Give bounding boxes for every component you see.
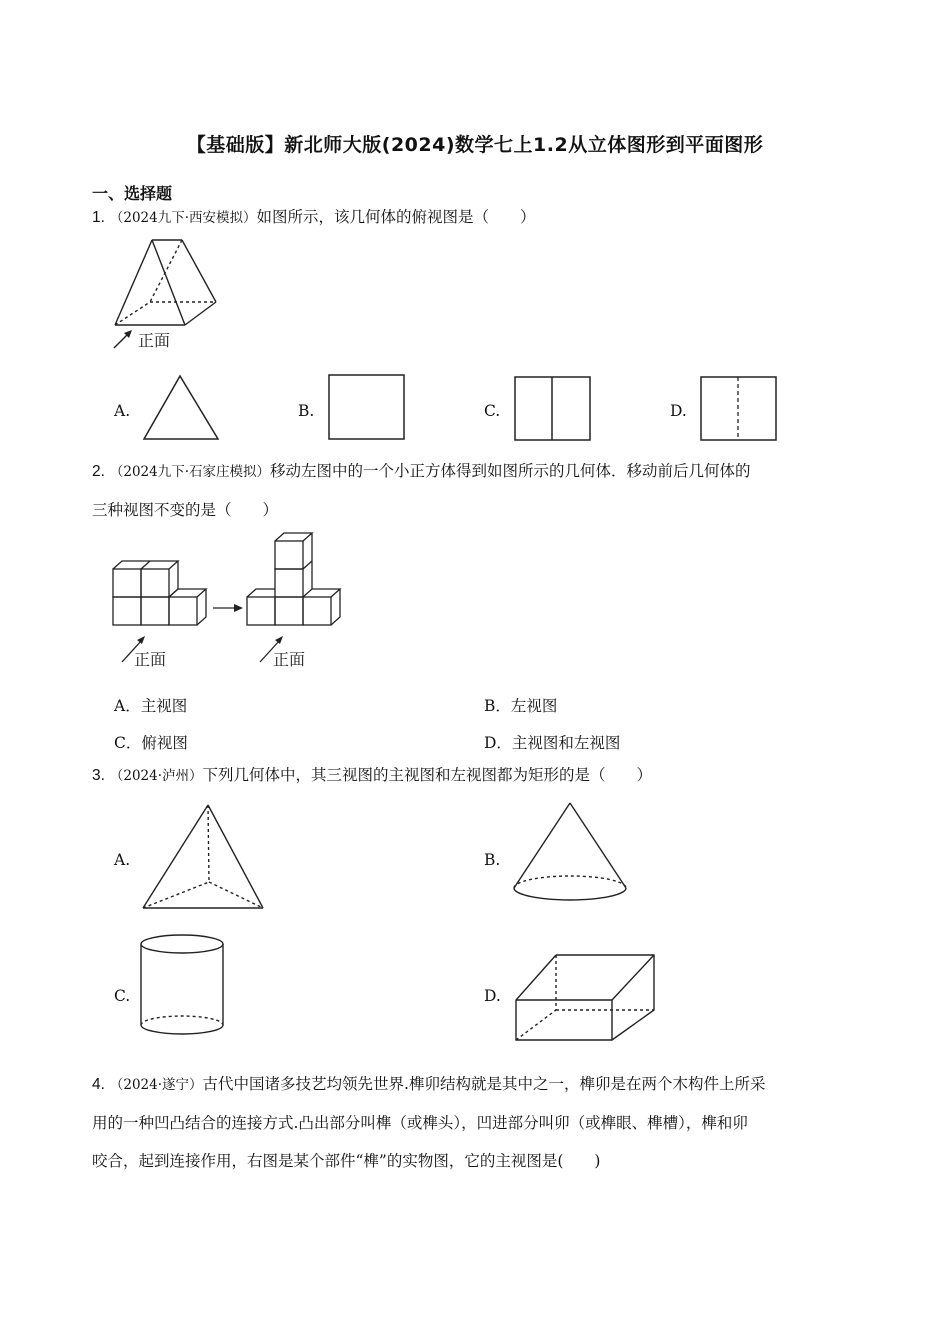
question-text: 古代中国诸多技艺均领先世界.榫卯结构就是其中之一，榫卯是在两个木构件上所采 <box>202 1075 766 1093</box>
question-source: （2024·泸州） <box>109 768 203 784</box>
question-text-cont: 用的一种凹凸结合的连接方式.凸出部分叫榫（或榫头），凹进部分叫卯（或榫眼、榫槽），榫和卯 <box>92 1114 748 1132</box>
question-text: 如图所示，该几何体的俯视图是（ ） <box>256 208 536 226</box>
front-label-right: 正面 <box>273 650 306 669</box>
question-text: 移动左图中的一个小正方体得到如图所示的几何体．移动前后几何体的 <box>270 462 751 480</box>
q2-option-c: C．俯视图 <box>114 734 188 752</box>
question-number: 1. <box>92 209 105 226</box>
q1-option-d-label: D. <box>670 402 687 420</box>
question-3 <box>92 756 652 795</box>
q3-option-a-pyramid <box>140 802 270 914</box>
front-label-left: 正面 <box>134 650 167 669</box>
q1-option-c-label: C. <box>484 402 501 420</box>
q2-option-a: A．主视图 <box>114 697 188 715</box>
question-number: 4. <box>92 1076 105 1093</box>
page-title: 【基础版】新北师大版(2024)数学七上1.2从立体图形到平面图形 <box>186 134 764 156</box>
question-source: （2024九下·西安模拟） <box>109 210 257 226</box>
q3-option-b-label: B. <box>484 851 501 869</box>
q2-option-b: B．左视图 <box>484 697 558 715</box>
q3-option-a-label: A. <box>114 851 131 869</box>
q1-option-b-rectangle <box>328 374 408 442</box>
front-label: 正面 <box>138 331 171 350</box>
section-heading: 一、选择题 <box>92 184 173 203</box>
question-text: 下列几何体中，其三视图的主视图和左视图都为矩形的是（ ） <box>202 766 653 784</box>
q2-option-d: D．主视图和左视图 <box>484 734 621 752</box>
q1-option-c-rectangle-solid-line <box>514 376 594 444</box>
q1-option-d-rectangle-dashed-line <box>700 376 780 444</box>
q2-cubes-figure <box>110 528 360 673</box>
q1-option-a-triangle <box>142 373 222 443</box>
question-1 <box>92 198 536 237</box>
question-source: （2024·遂宁） <box>109 1077 203 1093</box>
question-text-cont: 咬合，起到连接作用，右图是某个部件“榫”的实物图，它的主视图是( ) <box>92 1152 601 1170</box>
q3-option-d-label: D. <box>484 987 501 1005</box>
question-text-cont: 三种视图不变的是（ ） <box>92 501 279 519</box>
q3-option-c-cylinder <box>138 932 238 1047</box>
question-number: 2. <box>92 463 105 480</box>
question-4 <box>92 1065 862 1180</box>
q3-option-c-label: C. <box>114 987 131 1005</box>
question-number: 3. <box>92 767 105 784</box>
q3-option-d-prism <box>512 950 662 1045</box>
question-source: （2024九下·石家庄模拟） <box>109 464 271 480</box>
q1-option-a-label: A. <box>114 402 131 420</box>
q3-option-b-cone <box>510 800 640 912</box>
question-2 <box>92 452 751 529</box>
q1-option-b-label: B. <box>298 402 315 420</box>
q1-prism-figure <box>108 235 238 355</box>
